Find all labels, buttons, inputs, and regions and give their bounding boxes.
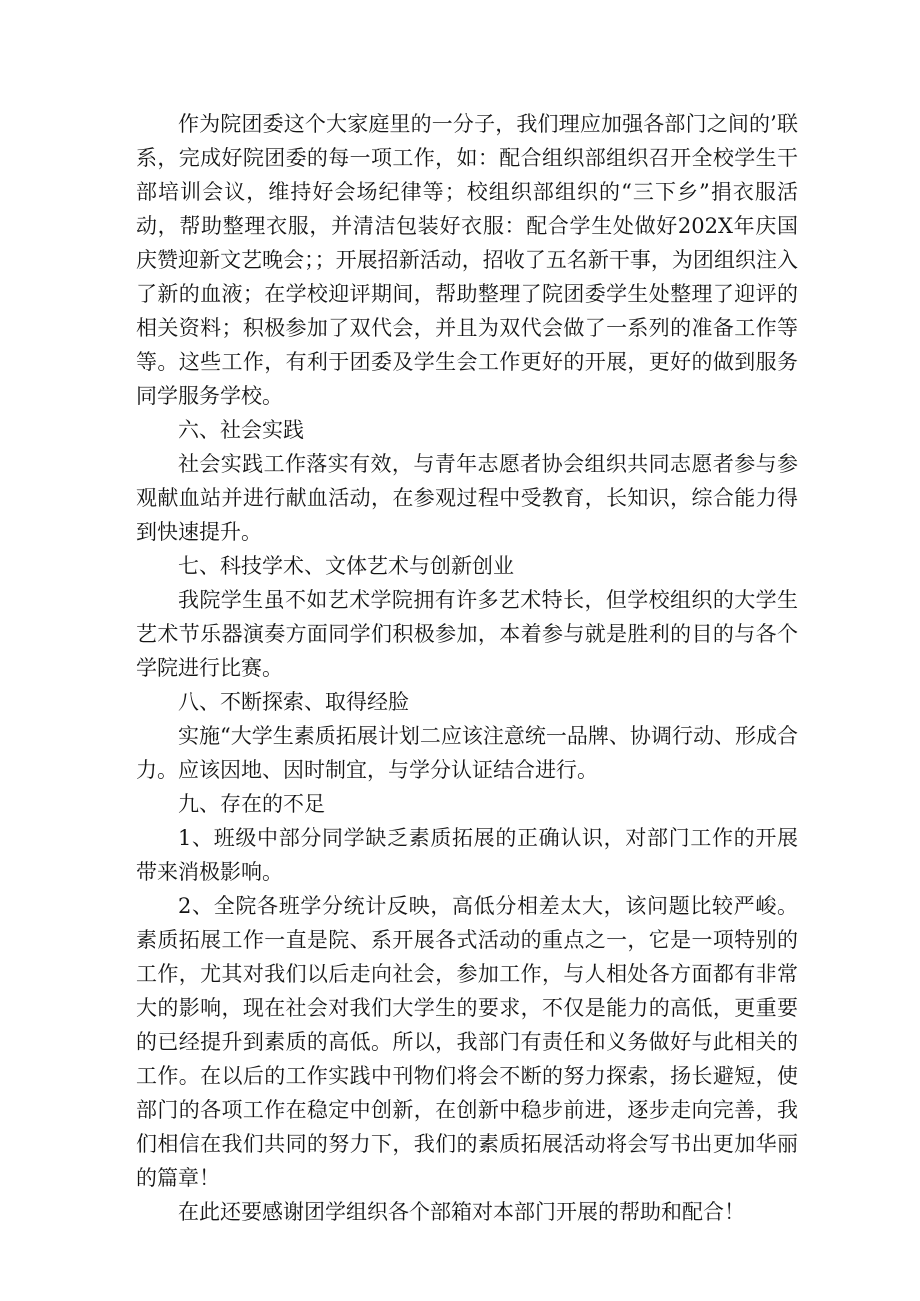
paragraph-social-practice: 社会实践工作落实有效，与青年志愿者协会组织共同志愿者参与参观献血站并进行献血活动，在参观过程中受教育，长知识，综合能力得到快速提升。 — [136, 452, 798, 544]
paragraph-work-summary: 作为院团委这个大家庭里的一分子，我们理应加强各部门之间的’联系，完成好院团委的每一项工作，如：配合组织部组织召开全校学生干部培训会议，维持好会场纪律等；校组织部组织的“三下乡”捐衣服活动，帮助整理衣服，并清洁包装好衣服：配合学生处做好202X年庆国庆赞迎新文艺晚会；；开展招新活动，招收了五名新干事，为团组织注入了新的血液；在学校迎评期间，帮助整理了院团委学生处整理了迎评的相关资料；积极参加了双代会，并且为双代会做了一系列的准备工作等等。这些工作，有利于团委及学生会工作更好的开展，更好的做到服务同学服务学校。 — [136, 112, 798, 408]
paragraph-shortcoming-2: 2、全院各班学分统计反映，高低分相差太大，该问题比较严峻。素质拓展工作一直是院、系开展各式活动的重点之一，它是一项特别的工作，尤其对我们以后走向社会，参加工作，与人相处各方面都有非常大的影响，现在社会对我们大学生的要求，不仅是能力的高低，更重要的已经提升到素质的高低。所以，我部门有责任和义务做好与此相关的工作。在以后的工作实践中刊物们将会不断的努力探索，扬长避短，使部门的各项工作在稳定中创新，在创新中稳步前进，逐步走向完善，我们相信在我们共同的努力下，我们的素质拓展活动将会写书出更加华丽的篇章！ — [136, 894, 798, 1190]
section-heading-tech-arts: 七、科技学术、文体艺术与创新创业 — [178, 554, 514, 578]
paragraph-tech-arts: 我院学生虽不如艺术学院拥有许多艺术特长，但学校组织的大学生艺术节乐器演奏方面同学们积极参加，本着参与就是胜利的目的与各个学院进行比赛。 — [136, 588, 798, 680]
section-heading-social-practice: 六、社会实践 — [178, 418, 304, 442]
section-heading-exploration: 八、不断探索、取得经脸 — [178, 690, 409, 714]
paragraph-thanks: 在此还要感谢团学组织各个部箱对本部门开展的帮助和配合！ — [178, 1200, 745, 1224]
paragraph-exploration: 实施“大学生素质拓展计划二应该注意统一品牌、协调行动、形成合力。应该因地、因时制宜，与学分认证结合进行。 — [136, 724, 798, 782]
paragraph-shortcoming-1: 1、班级中部分同学缺乏素质拓展的正确认识，对部门工作的开展带来消极影响。 — [136, 826, 798, 884]
document-body — [136, 107, 798, 1229]
section-heading-shortcomings: 九、存在的不足 — [178, 792, 325, 816]
